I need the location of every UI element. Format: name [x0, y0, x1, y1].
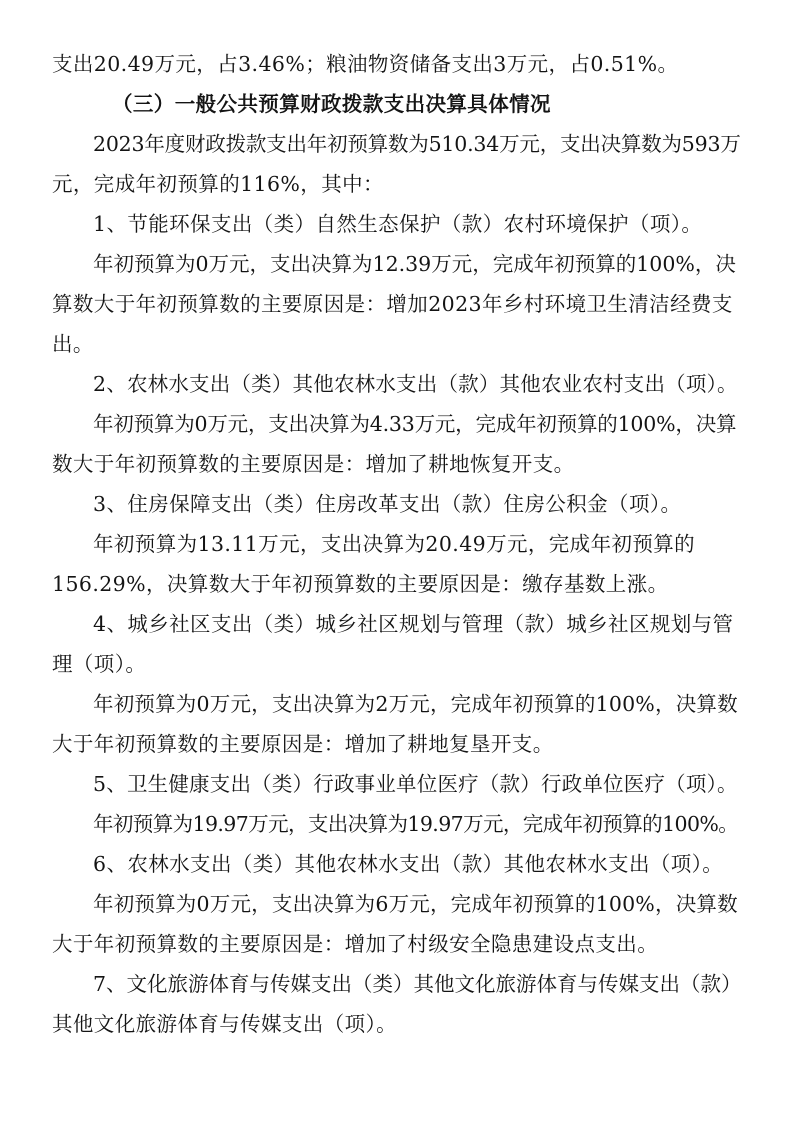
- item-1-title: 1、节能环保支出（类）自然生态保护（款）农村环境保护（项）。: [93, 212, 703, 236]
- document-body: [52, 44, 741, 1044]
- text-line-20: 年初预算为19.97万元，支出决算为19.97万元，完成年初预算的100%。: [93, 812, 739, 836]
- item-2-title: 2、农林水支出（类）其他农林水支出（款）其他农业农村支出（项）。: [93, 372, 738, 396]
- text-line-6: 年初预算为0万元，支出决算为12.39万元，完成年初预算的100%，决: [93, 252, 736, 276]
- text-line-11: 数大于年初预算数的主要原因是：增加了耕地恢复开支。: [52, 452, 575, 476]
- item-5-title: 5、卫生健康支出（类）行政事业单位医疗（款）行政单位医疗（项）。: [93, 772, 738, 796]
- text-line-23: 大于年初预算数的主要原因是：增加了村级安全隐患建设点支出。: [52, 932, 659, 956]
- text-line-13: 年初预算为13.11万元，支出决算为20.49万元，完成年初预算的: [93, 532, 696, 556]
- item-6-title: 6、农林水支出（类）其他农林水支出（款）其他农林水支出（项）。: [93, 852, 724, 876]
- text-line-22: 年初预算为0万元，支出决算为6万元，完成年初预算的100%，决算数: [93, 892, 738, 916]
- item-7-title: 7、文化旅游体育与传媒支出（类）其他文化旅游体育与传媒支出（款）: [93, 972, 742, 996]
- text-line-10: 年初预算为0万元，支出决算为4.33万元，完成年初预算的100%，决算: [93, 412, 737, 436]
- text-line-3: 2023年度财政拨款支出年初预算数为510.34万元，支出决算数为593万: [93, 132, 741, 156]
- item-3-title: 3、住房保障支出（类）住房改革支出（款）住房公积金（项）。: [93, 492, 682, 516]
- item-4-title: 4、城乡社区支出（类）城乡社区规划与管理（款）城乡社区规划与管: [93, 612, 734, 636]
- text-line-14: 156.29%，决算数大于年初预算数的主要原因是：缴存基数上涨。: [52, 572, 669, 596]
- section-heading: （三）一般公共预算财政拨款支出决算具体情况: [112, 92, 551, 116]
- text-line-1: 支出20.49万元，占3.46%；粮油物资储备支出3万元，占0.51%。: [52, 52, 679, 76]
- text-line-4: 元，完成年初预算的116%，其中：: [52, 172, 384, 196]
- text-line-16: 理（项）。: [52, 652, 147, 676]
- text-line-7: 算数大于年初预算数的主要原因是：增加2023年乡村环境卫生清洁经费支: [52, 292, 733, 316]
- text-line-8: 出。: [52, 332, 94, 356]
- text-line-17: 年初预算为0万元，支出决算为2万元，完成年初预算的100%，决算数: [93, 692, 738, 716]
- text-line-18: 大于年初预算数的主要原因是：增加了耕地复垦开支。: [52, 732, 554, 756]
- text-line-25: 其他文化旅游体育与传媒支出（项）。: [52, 1012, 398, 1036]
